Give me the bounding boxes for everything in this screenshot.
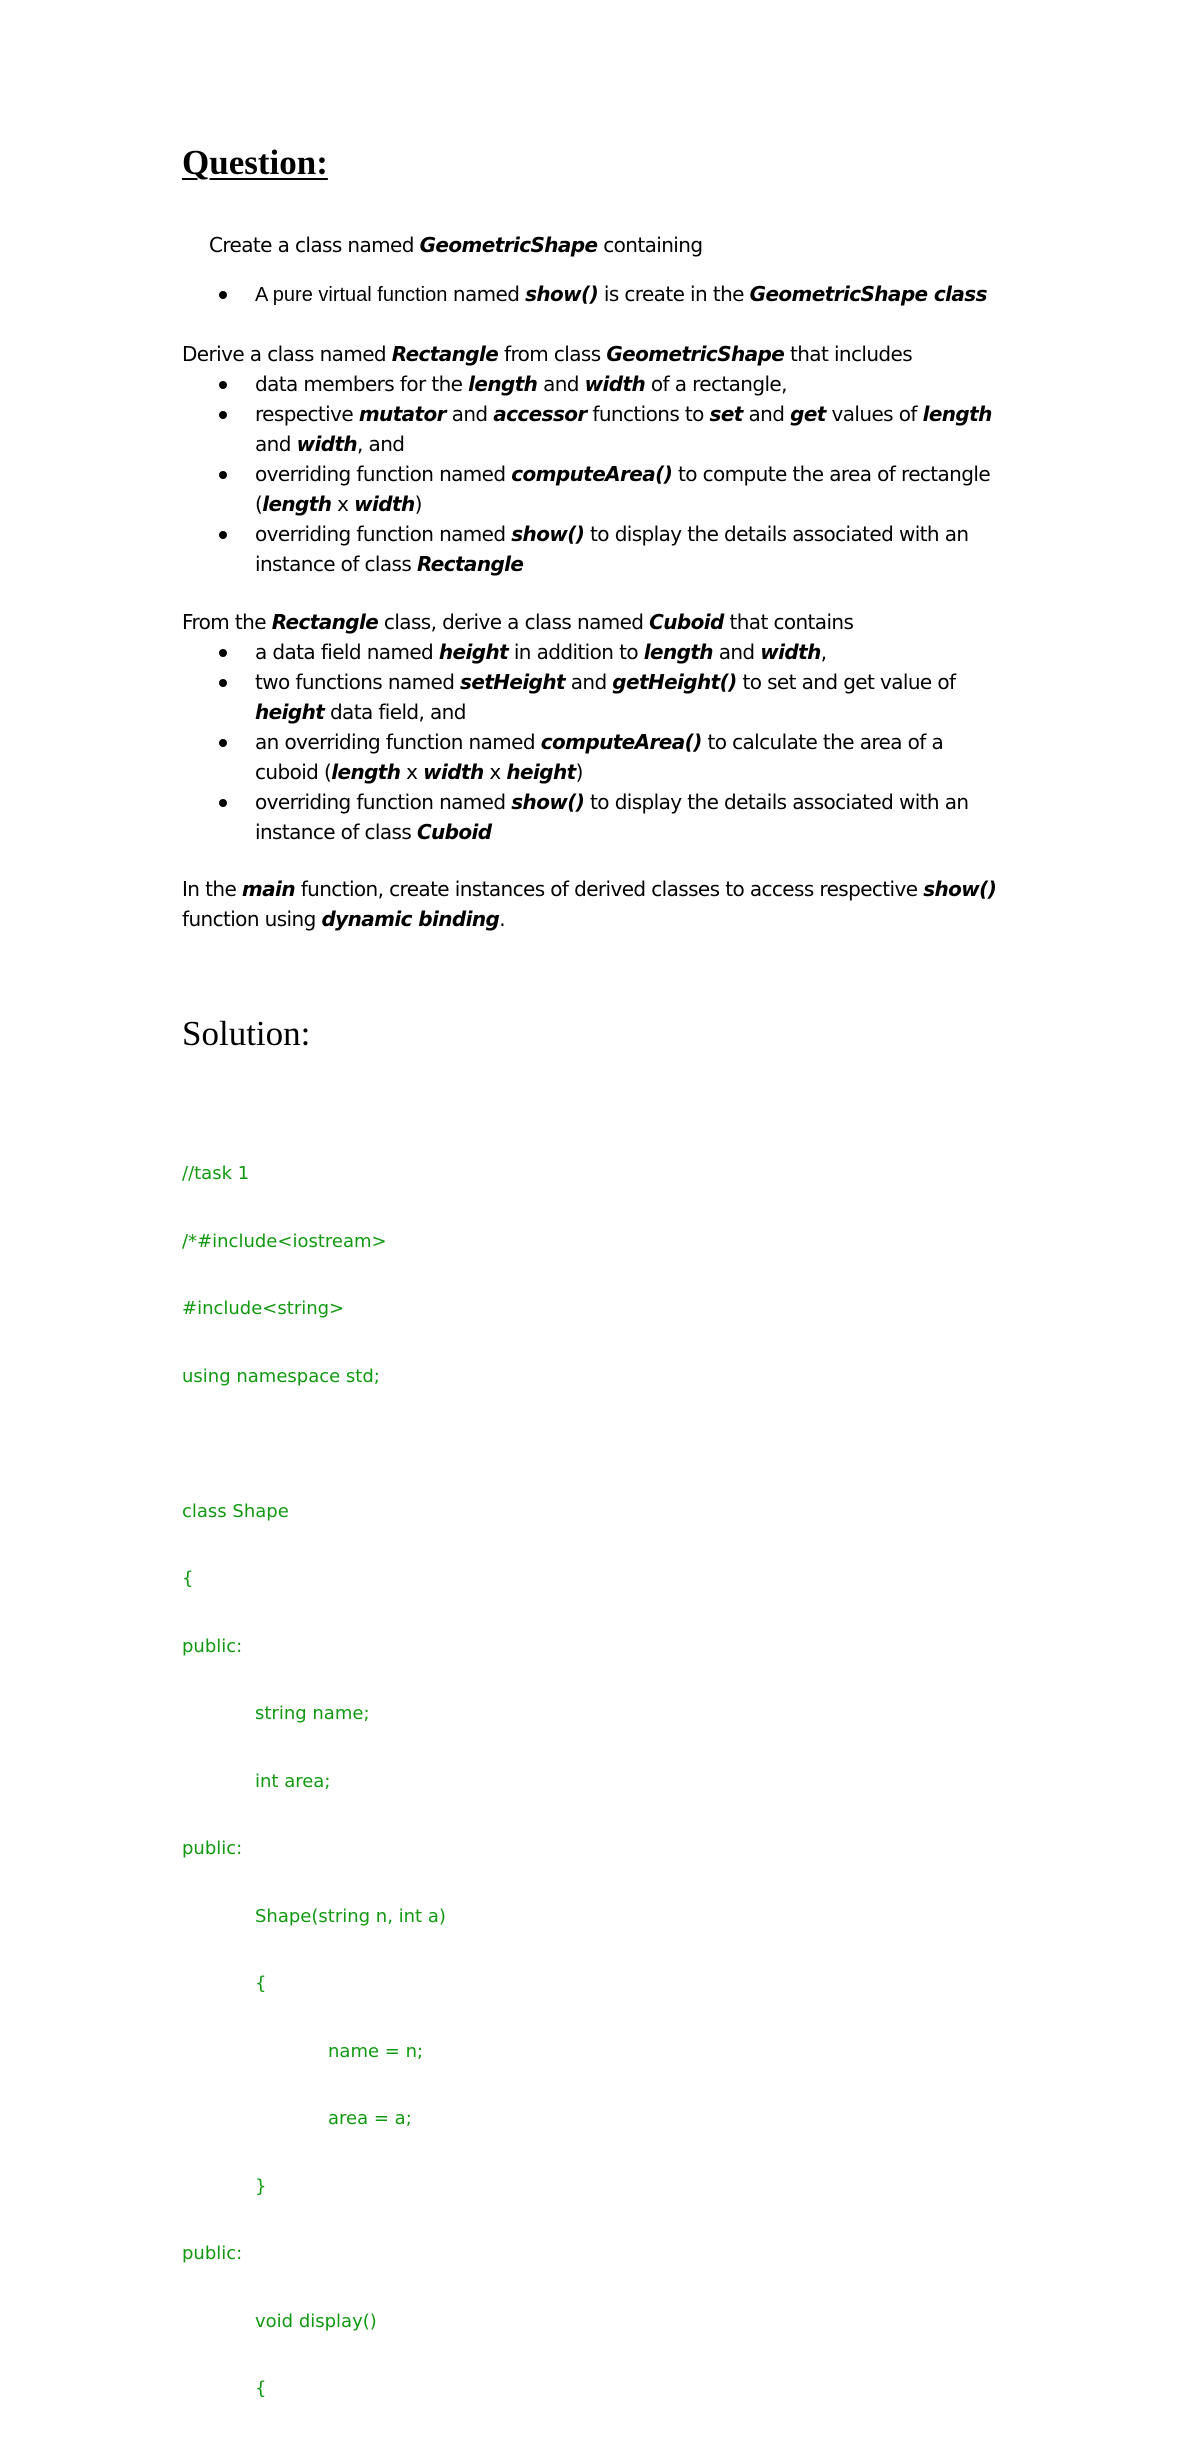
code-line (182, 1433, 446, 1456)
question-heading: Question: (182, 143, 328, 182)
list-item: two functions named setHeight and getHeight() to set and get value of height data field, and (182, 667, 969, 727)
code-line: public: (182, 2243, 243, 2264)
code-line: { (255, 1973, 267, 1994)
solution-heading: Solution: (182, 1014, 311, 1053)
code-block (182, 1118, 446, 2446)
code-line: string name; (255, 1703, 370, 1724)
list-item: respective mutator and accessor functions to set and get values of length and width, and (182, 399, 992, 459)
code-line: area = a; (328, 2108, 412, 2129)
list-item: overriding function named computeArea() to compute the area of rectangle (length x width) (182, 459, 992, 519)
list-item: overriding function named show() to display the details associated with an instance of class Cuboid (182, 787, 969, 847)
rectangle-bullet-list (182, 369, 992, 579)
list-item: an overriding function named computeArea() to calculate the area of a cuboid (length x width x height) (182, 727, 969, 787)
intro-bullet-list (182, 279, 987, 310)
list-item: A pure virtual function named show() is create in the GeometricShape class (182, 279, 987, 310)
main-function-paragraph: In the main function, create instances of derived classes to access respective show() function using dynamic binding. (182, 877, 997, 931)
code-line: Shape(string n, int a) (255, 1905, 446, 1927)
code-line: #include<string> (182, 1298, 345, 1319)
list-item: data members for the length and width of a rectangle, (182, 369, 992, 399)
code-line: class Shape (182, 1500, 289, 1522)
rectangle-lead: Derive a class named Rectangle from class GeometricShape that includes (182, 342, 913, 366)
list-item: overriding function named show() to display the details associated with an instance of class Rectangle (182, 519, 992, 579)
code-line: public: (182, 1838, 243, 1859)
bullet-icon (219, 531, 227, 539)
bullet-icon (219, 381, 227, 389)
code-line: int area; (255, 1770, 331, 1792)
bullet-icon (219, 471, 227, 479)
bullet-icon (219, 649, 227, 657)
list-item: a data field named height in addition to length and width, (182, 637, 969, 667)
code-line: public: (182, 1635, 243, 1657)
cuboid-bullet-list (182, 637, 969, 847)
code-line: } (255, 2175, 267, 2197)
code-line: /*#include<iostream> (182, 1230, 387, 1252)
code-line: { (255, 2378, 267, 2399)
bullet-icon (219, 291, 227, 299)
bullet-icon (219, 679, 227, 687)
question-intro: Create a class named GeometricShape containing (209, 233, 703, 257)
cuboid-lead: From the Rectangle class, derive a class named Cuboid that contains (182, 610, 854, 634)
bullet-icon (219, 739, 227, 747)
code-line: void display() (255, 2310, 377, 2332)
bullet-icon (219, 411, 227, 419)
code-line: name = n; (328, 2040, 424, 2062)
code-line: using namespace std; (182, 1365, 380, 1387)
code-line: //task 1 (182, 1163, 250, 1184)
bullet-icon (219, 799, 227, 807)
code-line: { (182, 1568, 194, 1589)
